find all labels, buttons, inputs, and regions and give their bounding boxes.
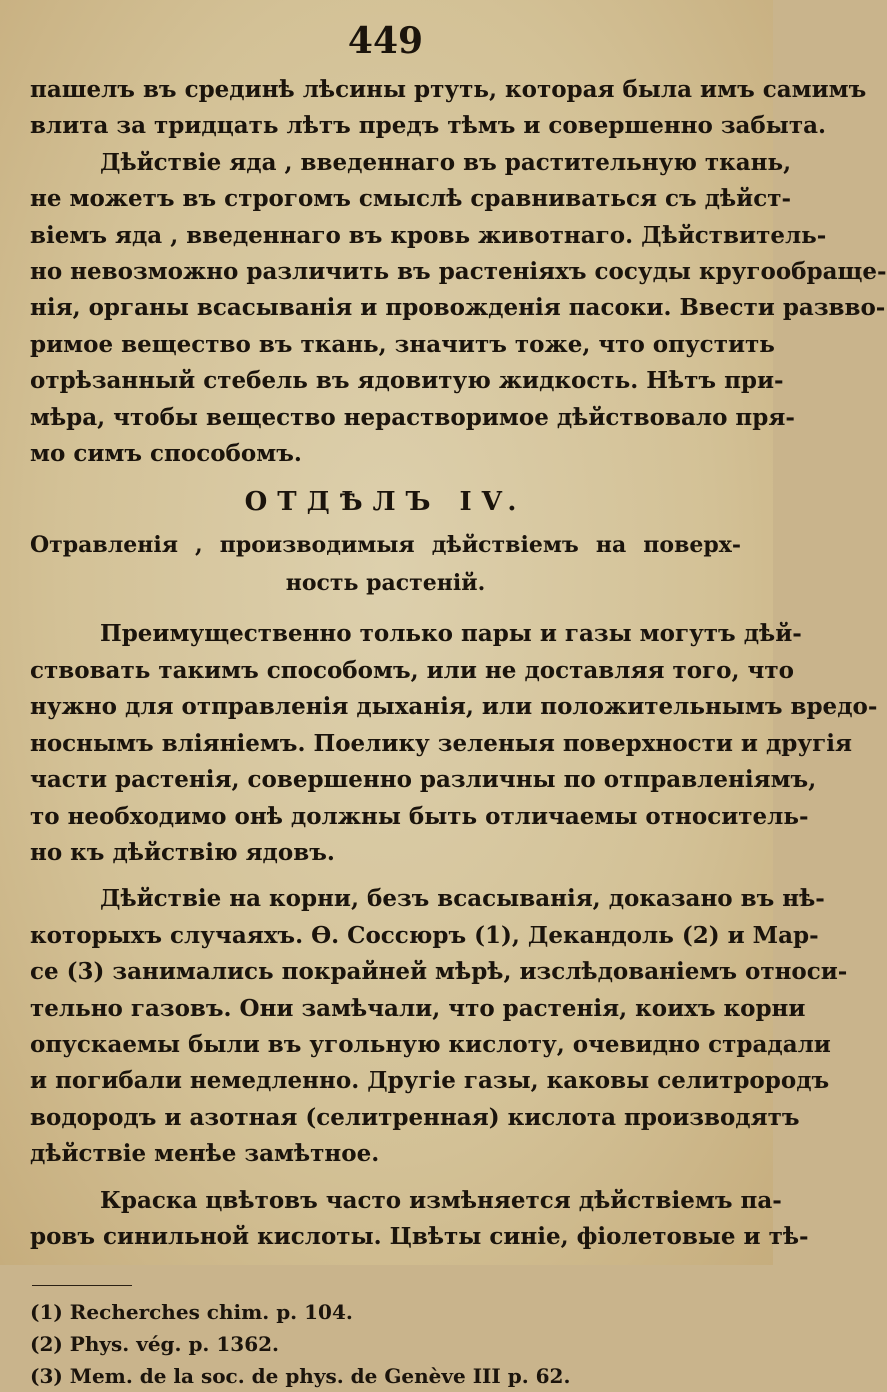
footnote-divider xyxy=(32,1285,132,1286)
text-line: но къ дѣйствію ядовъ. xyxy=(30,838,335,866)
footnote-2: (2) Phys. vég. p. 1362. xyxy=(30,1332,279,1357)
footnote-3: (3) Mem. de la soc. de phys. de Genève III p. 62. xyxy=(30,1364,571,1389)
text-line: тельно газовъ. Они замѣчали, что растенія, коихъ корни xyxy=(30,994,806,1022)
subtitle-line: ность растеній. xyxy=(285,570,486,597)
text-line: ровъ синильной кислоты. Цвѣты синіе, фіолетовые и тѣ- xyxy=(30,1222,809,1250)
text-line: римое вещество въ ткань, значитъ тоже, что опустить xyxy=(30,330,775,358)
text-line: части растенія, совершенно различны по отправленіямъ, xyxy=(30,766,817,794)
text-line: водородъ и азотная (селитренная) кислота производятъ xyxy=(30,1103,800,1131)
paragraph-5 xyxy=(30,1183,809,1256)
paragraph-4 xyxy=(30,881,848,1172)
text-line: носнымъ вліяніемъ. Поелику зеленыя поверхности и другія xyxy=(30,729,852,757)
text-line: нія, органы всасыванія и провожденія пасоки. Ввести развво- xyxy=(30,294,886,322)
footnote-1: (1) Recherches chim. p. 104. xyxy=(30,1300,353,1325)
text-line: Краска цвѣтовъ часто измѣняется дѣйствіемъ па- xyxy=(100,1186,782,1214)
text-line: влита за тридцать лѣтъ предъ тѣмъ и совершенно забыта. xyxy=(30,112,826,140)
text-line: то необходимо онѣ должны быть отличаемы относитель- xyxy=(30,802,809,830)
text-line: Дѣйствіе на корни, безъ всасыванія, доказано въ нѣ- xyxy=(100,885,825,913)
text-line: пашелъ въ срединѣ лѣсины ртуть, которая была имъ самимъ xyxy=(30,76,867,103)
paragraph-3 xyxy=(30,616,878,871)
text-line: не можетъ въ строгомъ смыслѣ сравниваться съ дѣйст- xyxy=(30,185,791,213)
text-line: но невозможно различить въ растеніяхъ сосуды кругообраще- xyxy=(30,258,887,286)
text-line: Дѣйствіе яда , введеннаго въ растительную ткань, xyxy=(100,148,792,176)
text-line: которыхъ случаяхъ. Ѳ. Соссюръ (1), Декандоль (2) и Мар- xyxy=(30,921,819,949)
text-line: Преимущественно только пары и газы могутъ дѣй- xyxy=(100,620,802,648)
subtitle-line: Отравленія , производимыя дѣйствіемъ на поверх- xyxy=(30,532,741,559)
paragraph-2 xyxy=(30,145,887,473)
text-line: и погибали немедленно. Другіе газы, каковы селитрородъ xyxy=(30,1067,830,1095)
text-line: нужно для отправленія дыханія, или положительнымъ вредо- xyxy=(30,693,878,721)
text-line: отрѣзанный стебель въ ядовитую жидкость. Нѣтъ при- xyxy=(30,367,784,395)
text-line: ствовать такимъ способомъ, или не доставляя того, что xyxy=(30,656,794,684)
text-line: се (3) занимались покрайней мѣрѣ, изслѣдованіемъ относи- xyxy=(30,958,848,986)
text-line: дѣйствіе менѣе замѣтное. xyxy=(30,1140,380,1168)
text-line: опускаемы были въ угольную кислоту, очевидно страдали xyxy=(30,1030,831,1058)
paragraph-1 xyxy=(30,72,867,145)
section-subtitle xyxy=(30,526,741,602)
text-line: мо симъ способомъ. xyxy=(30,440,302,468)
text-line: мѣра, чтобы вещество нерастворимое дѣйствовало пря- xyxy=(30,403,795,431)
section-title: ОТДѢЛЪ IV. xyxy=(244,487,527,518)
text-line: віемъ яда , введеннаго въ кровь животнаго. Дѣйствитель- xyxy=(30,221,827,249)
footnotes xyxy=(30,1296,741,1392)
page-number: 449 xyxy=(347,20,424,62)
